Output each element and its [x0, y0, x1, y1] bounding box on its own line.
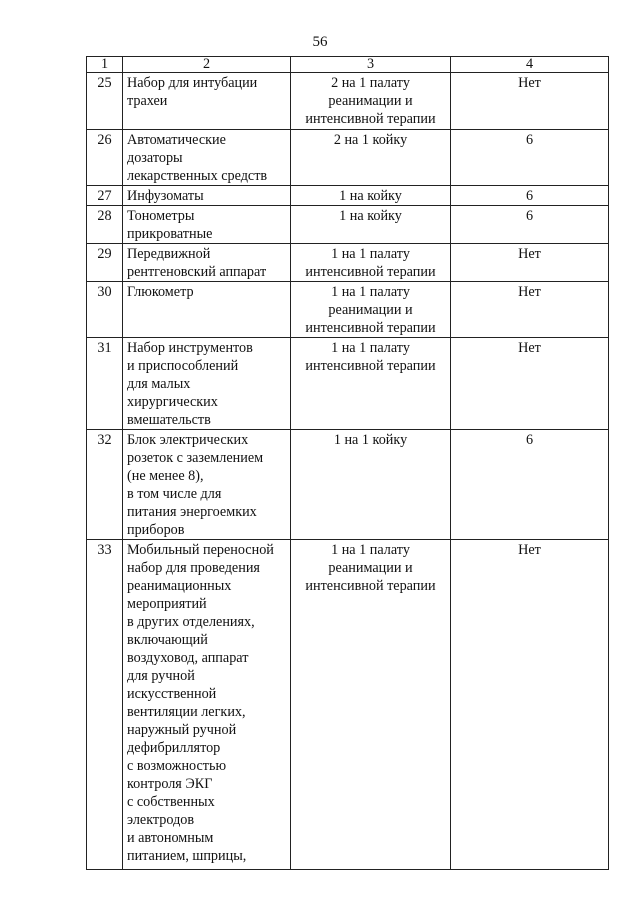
table-row — [87, 244, 609, 282]
header-cell: 4 — [451, 57, 609, 73]
table-header-row — [87, 57, 609, 73]
page-number: 56 — [312, 34, 328, 50]
actual-availability: Нет — [451, 73, 609, 130]
actual-availability: Нет — [451, 244, 609, 282]
actual-availability: 6 — [451, 130, 609, 186]
header-cell: 2 — [123, 57, 291, 73]
table-row — [87, 130, 609, 186]
row-number: 28 — [87, 206, 123, 244]
actual-availability: 6 — [451, 206, 609, 244]
actual-availability: Нет — [451, 338, 609, 430]
required-quantity: 1 на 1 палату интенсивной терапии — [291, 338, 451, 430]
table-row — [87, 206, 609, 244]
table-row — [87, 73, 609, 130]
row-number: 29 — [87, 244, 123, 282]
required-quantity: 1 на 1 палату интенсивной терапии — [291, 244, 451, 282]
actual-availability: Нет — [451, 540, 609, 870]
row-number: 26 — [87, 130, 123, 186]
required-quantity: 1 на 1 палату реанимации и интенсивной терапии — [291, 282, 451, 338]
table-row — [87, 430, 609, 540]
required-quantity: 2 на 1 койку — [291, 130, 451, 186]
header-cell: 1 — [87, 57, 123, 73]
required-quantity: 1 на 1 палату реанимации и интенсивной терапии — [291, 540, 451, 870]
equipment-name: Набор инструментов и приспособлений для малых хирургических вмешательств — [123, 338, 291, 430]
required-quantity: 2 на 1 палату реанимации и интенсивной терапии — [291, 73, 451, 130]
equipment-name: Мобильный переносной набор для проведения реанимационных мероприятий в других отделениях, включающий воздуховод, аппарат для ручной искусственной вентиляции легких, наружный ручной дефибриллятор с возможностью контроля ЭКГ с собственных электродов и автономным питанием, шприцы, — [123, 540, 291, 870]
equipment-name: Тонометры прикроватные — [123, 206, 291, 244]
required-quantity: 1 на койку — [291, 186, 451, 206]
equipment-name: Глюкометр — [123, 282, 291, 338]
equipment-name: Набор для интубации трахеи — [123, 73, 291, 130]
actual-availability: 6 — [451, 186, 609, 206]
equipment-table — [86, 56, 609, 870]
row-number: 27 — [87, 186, 123, 206]
actual-availability: Нет — [451, 282, 609, 338]
required-quantity: 1 на 1 койку — [291, 430, 451, 540]
table-row — [87, 186, 609, 206]
table-row — [87, 282, 609, 338]
equipment-name: Инфузоматы — [123, 186, 291, 206]
table-row — [87, 540, 609, 870]
row-number: 31 — [87, 338, 123, 430]
row-number: 30 — [87, 282, 123, 338]
required-quantity: 1 на койку — [291, 206, 451, 244]
row-number: 25 — [87, 73, 123, 130]
actual-availability: 6 — [451, 430, 609, 540]
equipment-name: Блок электрических розеток с заземлением (не менее 8), в том числе для питания энергоемких приборов — [123, 430, 291, 540]
table-row — [87, 338, 609, 430]
equipment-name: Автоматические дозаторы лекарственных средств — [123, 130, 291, 186]
row-number: 32 — [87, 430, 123, 540]
row-number: 33 — [87, 540, 123, 870]
header-cell: 3 — [291, 57, 451, 73]
equipment-name: Передвижной рентгеновский аппарат — [123, 244, 291, 282]
